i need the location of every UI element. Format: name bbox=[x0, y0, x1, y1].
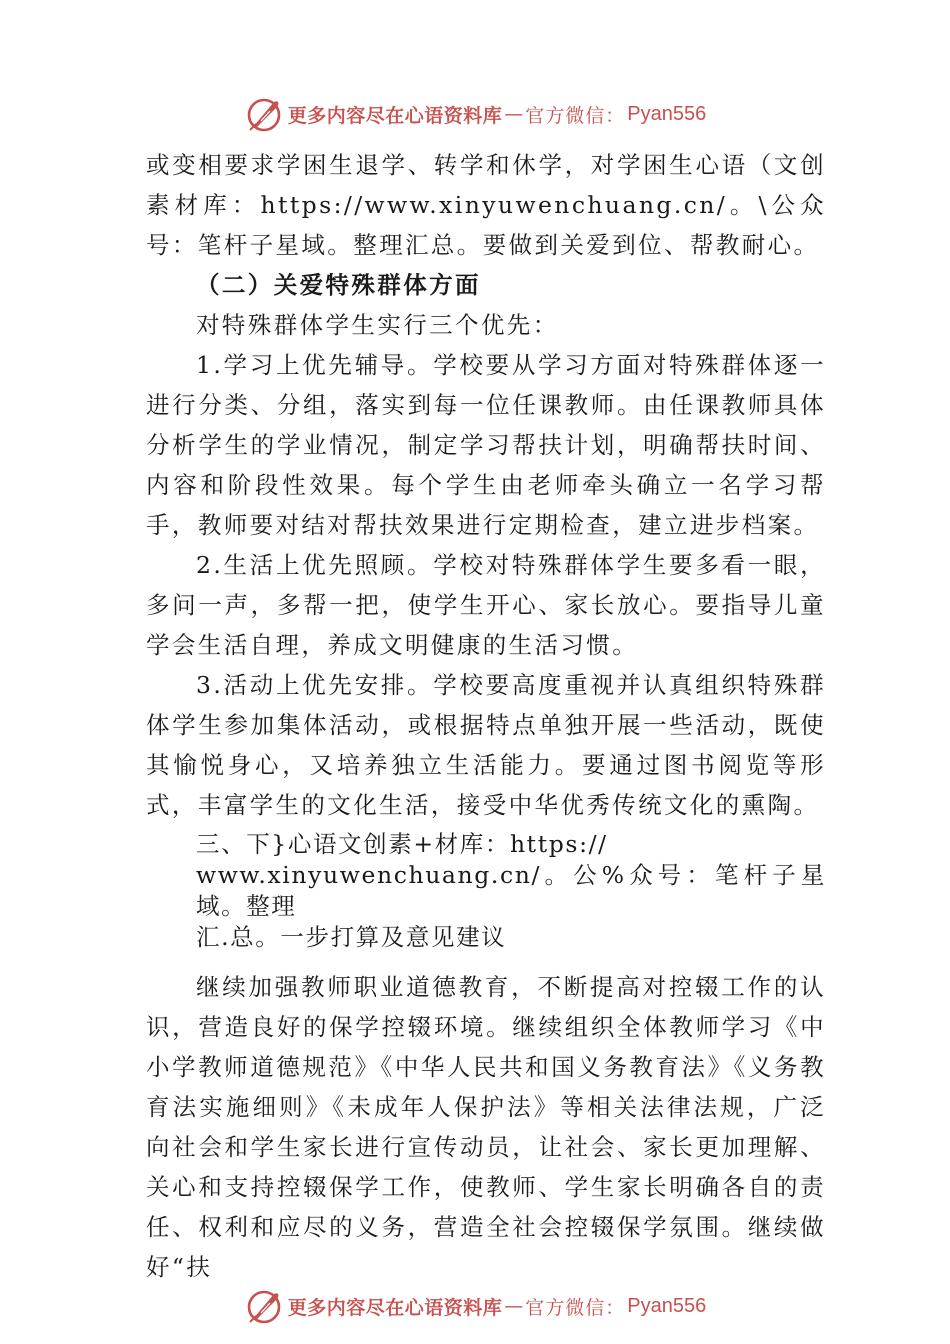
footer-lead-text: 更多内容尽在心语资料库 bbox=[287, 1296, 503, 1319]
section-item-line-2: www.xinyuwenchuang.cn/。公%众号：笔杆子星域。整理 bbox=[196, 861, 826, 920]
paragraph-life-priority: 2.生活上优先照顾。学校对特殊群体学生要多看一眼，多问一声，多帮一把，使学生开心、家长放心。要指导儿童学会生活自理，养成文明健康的生活习惯。 bbox=[146, 551, 826, 659]
banner-wechat-id: Pyan556 bbox=[627, 102, 707, 125]
footer-wechat-label: 官方微信： bbox=[525, 1296, 626, 1319]
quill-pen-logo-icon bbox=[244, 94, 284, 134]
header-banner bbox=[0, 92, 950, 136]
footer-wechat-id: Pyan556 bbox=[627, 1294, 707, 1317]
paragraph-intro: 对特殊群体学生实行三个优先： bbox=[196, 311, 559, 339]
section-heading: （二）关爱特殊群体方面 bbox=[196, 271, 481, 299]
footer-banner bbox=[0, 1284, 950, 1328]
section-item-line-3: 汇.总。一步打算及意见建议 bbox=[196, 923, 507, 951]
footer-dash: — bbox=[504, 1295, 524, 1317]
document-body bbox=[146, 145, 826, 1287]
quill-pen-logo-icon bbox=[244, 1286, 284, 1326]
banner-dash: — bbox=[504, 103, 524, 125]
paragraph-next-steps: 继续加强教师职业道德教育，不断提高对控辍工作的认识，营造良好的保学控辍环境。继续组织全体教师学习《中小学教师道德规范》《中华人民共和国义务教育法》《义务教育法实施细则》《未成年人保护法》等相关法律法规，广泛向社会和学生家长进行宣传动员，让社会、家长更加理解、关心和支持控辍保学工作，使教师、学生家长明确各自的责任、权利和应尽的义务，营造全社会控辍保学氛围。继续做好“扶 bbox=[146, 973, 826, 1281]
section-item-line-1: 三、下}心语文创素+材库：https:// bbox=[196, 830, 608, 858]
banner-wechat-label: 官方微信： bbox=[525, 104, 626, 127]
paragraph-study-priority: 1.学习上优先辅导。学校要从学习方面对特殊群体逐一进行分类、分组，落实到每一位任课教师。由任课教师具体分析学生的学业情况，制定学习帮扶计划，明确帮扶时间、内容和阶段性效果。每个学生由老师牵头确立一名学习帮手，教师要对结对帮扶效果进行定期检查，建立进步档案。 bbox=[146, 351, 826, 539]
banner-lead-text: 更多内容尽在心语资料库 bbox=[287, 104, 503, 127]
paragraph-continuation: 或变相要求学困生退学、转学和休学，对学困生心语（文创素材库：https://www.xinyuwenchuang.cn/。\公众号：笔杆子星域。整理汇总。要做到关爱到位、帮教耐心。 bbox=[146, 151, 826, 259]
paragraph-activity-priority: 3.活动上优先安排。学校要高度重视并认真组织特殊群体学生参加集体活动，或根据特点单独开展一些活动，既使其愉悦身心，又培养独立生活能力。要通过图书阅览等形式，丰富学生的文化生活，接受中华优秀传统文化的熏陶。 bbox=[146, 671, 826, 819]
